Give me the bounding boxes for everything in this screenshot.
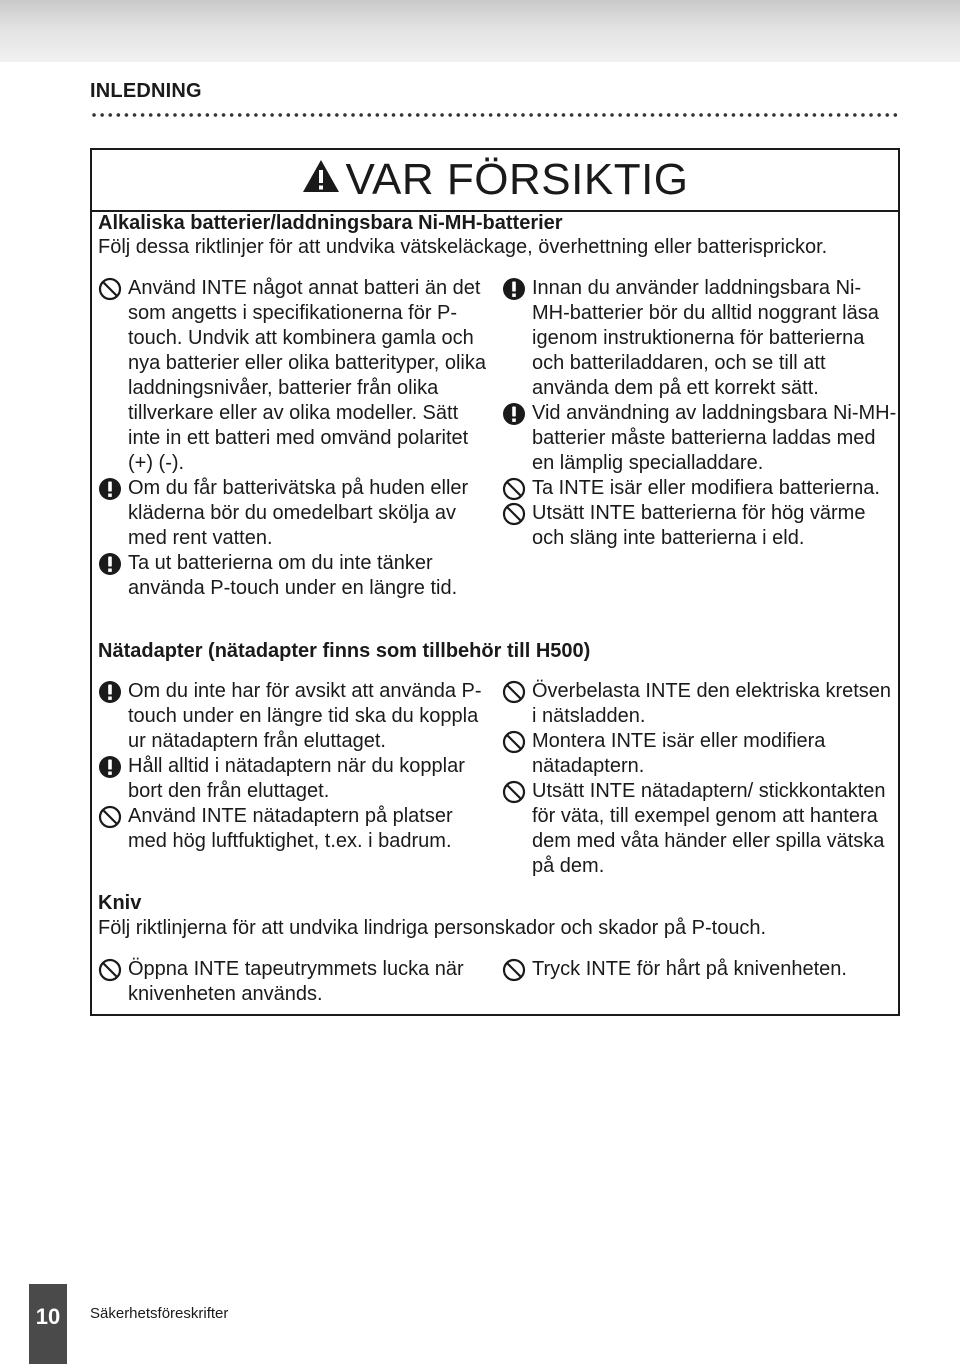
safety-item — [502, 779, 898, 879]
mandatory-icon — [502, 276, 532, 301]
safety-item-text: Ta ut batterierna om du inte tänker använda P-touch under en längre tid. — [128, 552, 458, 599]
adapter-right-column — [502, 679, 898, 879]
safety-item — [502, 401, 898, 476]
section-heading: INLEDNING — [90, 80, 202, 102]
batteries-intro: Följ dessa riktlinjer för att undvika vätskeläckage, överhettning eller batterisprickor. — [98, 236, 828, 258]
safety-item — [98, 957, 494, 1007]
warning-triangle-icon — [301, 155, 341, 205]
safety-item — [502, 679, 898, 729]
footer-label: Säkerhetsföreskrifter — [90, 1305, 229, 1322]
mandatory-icon — [98, 754, 128, 779]
prohibition-icon — [98, 276, 128, 301]
safety-item — [502, 957, 898, 982]
safety-item-text: Utsätt INTE nätadaptern/ stickkontakten för väta, till exempel genom att hantera dem med våta händer eller spilla vätska på dem. — [532, 780, 886, 877]
safety-item-text: Öppna INTE tapeutrymmets lucka när knivenheten används. — [128, 958, 464, 1005]
dotted-divider — [90, 112, 900, 118]
knife-right-column — [502, 957, 898, 982]
prohibition-icon — [98, 957, 128, 982]
batteries-left-column — [98, 276, 494, 601]
knife-heading: Kniv — [98, 892, 142, 914]
knife-intro: Följ riktlinjerna för att undvika lindriga personskador och skador på P-touch. — [98, 917, 767, 939]
prohibition-icon — [502, 476, 532, 501]
safety-item — [98, 679, 494, 754]
mandatory-icon — [98, 476, 128, 501]
batteries-heading: Alkaliska batterier/laddningsbara Ni-MH-batterier — [98, 212, 563, 234]
safety-item — [98, 276, 494, 476]
page-number: 10 — [35, 1304, 61, 1329]
prohibition-icon — [502, 779, 532, 804]
safety-item — [502, 476, 898, 501]
safety-item — [98, 754, 494, 804]
safety-item — [502, 276, 898, 401]
safety-item — [502, 729, 898, 779]
safety-item — [98, 804, 494, 854]
caution-title-bar — [92, 150, 898, 212]
batteries-right-column — [502, 276, 898, 551]
safety-item-text: Överbelasta INTE den elektriska kretsen i nätsladden. — [532, 680, 892, 727]
safety-item-text: Om du inte har för avsikt att använda P-touch under en längre tid ska du koppla ur nätadaptern från eluttaget. — [128, 680, 482, 752]
safety-item-text: Montera INTE isär eller modifiera nätadaptern. — [532, 730, 826, 777]
prohibition-icon — [502, 501, 532, 526]
mandatory-icon — [98, 551, 128, 576]
mandatory-icon — [98, 679, 128, 704]
adapter-heading: Nätadapter (nätadapter finns som tillbehör till H500) — [98, 640, 591, 662]
prohibition-icon — [502, 679, 532, 704]
safety-item — [98, 551, 494, 601]
safety-item-text: Tryck INTE för hårt på knivenheten. — [532, 958, 847, 980]
safety-item-text: Använd INTE något annat batteri än det som angetts i specifikationerna för P-touch. Undvik att kombinera gamla och nya batterier eller olika batterityper, olika laddningsnivåer, batterier från olika tillverkare eller av olika modeller. Sätt inte in ett batteri med omvänd polaritet (+) (-). — [128, 277, 486, 474]
safety-item-text: Innan du använder laddningsbara Ni-MH-batterier bör du alltid noggrant läsa igenom instruktionerna för batterierna och batteriladdaren, och se till att använda dem på ett korrekt sätt. — [532, 277, 879, 399]
safety-item-text: Håll alltid i nätadaptern när du kopplar bort den från eluttaget. — [128, 755, 465, 802]
caution-box — [90, 148, 900, 1016]
page-number-tab — [29, 1284, 67, 1364]
caution-title: VAR FÖRSIKTIG — [345, 155, 689, 204]
safety-item-text: Använd INTE nätadaptern på platser med hög luftfuktighet, t.ex. i badrum. — [128, 805, 453, 852]
safety-item-text: Om du får batterivätska på huden eller kläderna bör du omedelbart skölja av med rent vatten. — [128, 477, 469, 549]
prohibition-icon — [502, 957, 532, 982]
safety-item-text: Ta INTE isär eller modifiera batterierna. — [532, 477, 880, 499]
mandatory-icon — [502, 401, 532, 426]
safety-item-text: Vid användning av laddningsbara Ni-MH-batterier måste batterierna laddas med en lämplig specialladdare. — [532, 402, 897, 474]
safety-item — [502, 501, 898, 551]
adapter-left-column — [98, 679, 494, 854]
prohibition-icon — [502, 729, 532, 754]
safety-item — [98, 476, 494, 551]
header-band — [0, 0, 960, 62]
safety-item-text: Utsätt INTE batterierna för hög värme och släng inte batterierna i eld. — [532, 502, 866, 549]
knife-left-column — [98, 957, 494, 1007]
prohibition-icon — [98, 804, 128, 829]
